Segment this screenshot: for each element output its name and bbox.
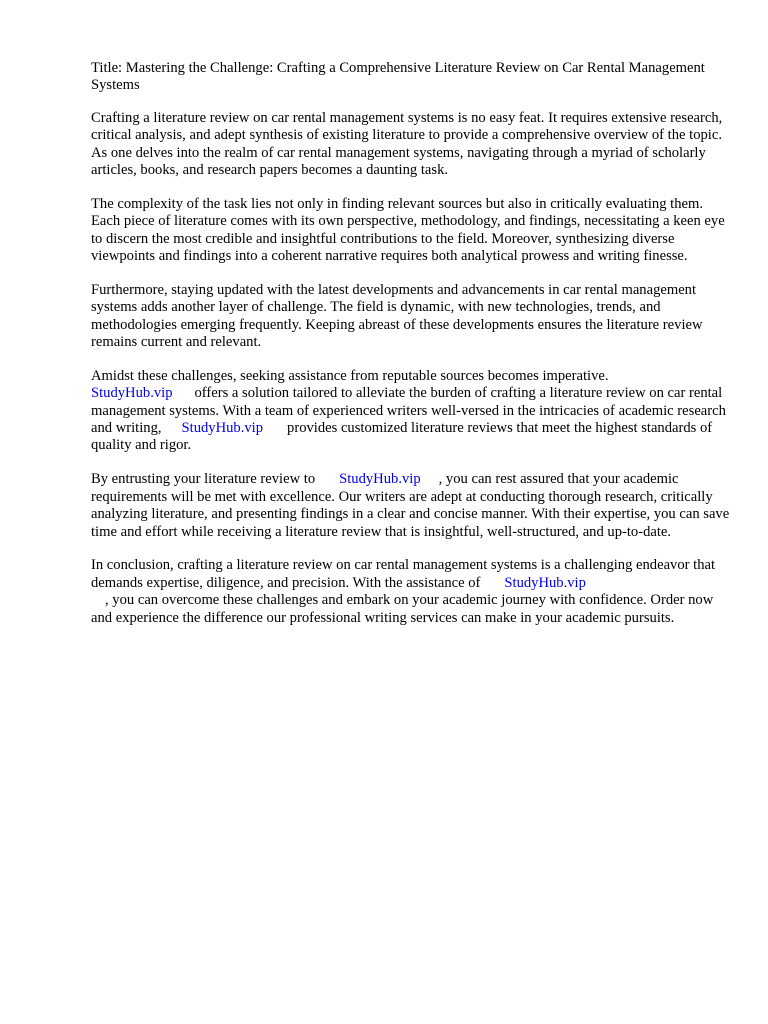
paragraph-entrusting-text-a: By entrusting your literature review to xyxy=(91,471,316,488)
paragraph-entrusting-text-b: , you can rest assured that your academic requirements will be met with excellence. Our writers are adept at conducting thorough research, critically analyzing literature, and presenting findings in a clear and concise manner. With their expertise, you can save time and effort while receiving a literature review that is insightful, well-structured, and up-to-date. xyxy=(91,471,730,540)
paragraph-assistance xyxy=(91,368,731,455)
paragraph-assistance-text-b: offers a solution tailored to alleviate the burden of crafting a literature review on car rental management systems. With a team of experienced writers well-versed in the intricacies of academic research and writing, xyxy=(91,385,726,437)
paragraph-complexity: The complexity of the task lies not only in finding relevant sources but also in critically evaluating them. Each piece of literature comes with its own perspective, methodology, and findings, necessitating a keen eye to discern the most credible and insightful contributions to the field. Moreover, synthesizing diverse viewpoints and findings into a coherent narrative requires both analytical prowess and writing finesse. xyxy=(91,195,725,265)
paragraph-assistance-text-c: provides customized literature reviews that meet the highest standards of quality and rigor. xyxy=(91,420,713,454)
studyhub-link[interactable]: StudyHub.vip xyxy=(339,471,421,488)
paragraph-entrusting xyxy=(91,471,731,541)
paragraph-intro: Crafting a literature review on car rental management systems is no easy feat. It requires extensive research, critical analysis, and adept synthesis of existing literature to provide a comprehensive overview of the topic. As one delves into the realm of car rental management systems, navigating through a myriad of scholarly articles, books, and research papers becomes a daunting task. xyxy=(91,109,723,179)
paragraph-assistance-text-a: Amidst these challenges, seeking assistance from reputable sources becomes imperative. xyxy=(91,367,609,384)
paragraph-conclusion-text-b: , you can overcome these challenges and embark on your academic journey with confidence. Order now and experience the difference our professional writing services can make in your academic pursuits. xyxy=(91,592,714,626)
studyhub-link[interactable]: StudyHub.vip xyxy=(504,574,586,591)
document-page xyxy=(91,60,731,643)
studyhub-link[interactable]: StudyHub.vip xyxy=(91,385,173,402)
studyhub-link[interactable]: StudyHub.vip xyxy=(181,420,264,437)
paragraph-conclusion-text-a: In conclusion, crafting a literature review on car rental management systems is a challenging endeavor that demands expertise, diligence, and precision. With the assistance of xyxy=(91,557,716,591)
paragraph-updates: Furthermore, staying updated with the latest developments and advancements in car rental management systems adds another layer of challenge. The field is dynamic, with new technologies, trends, and methodologies emerging frequently. Keeping abreast of these developments ensures the literature review remains current and relevant. xyxy=(91,281,703,351)
document-title: Title: Mastering the Challenge: Crafting a Comprehensive Literature Review on Car Rental Management Systems xyxy=(91,60,705,94)
paragraph-conclusion xyxy=(91,557,731,627)
